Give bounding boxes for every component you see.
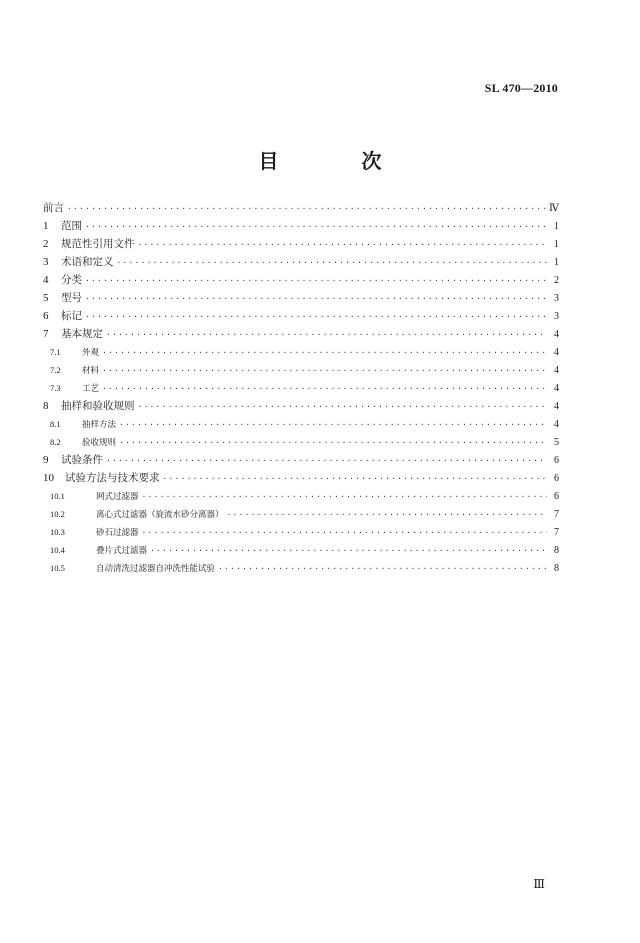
toc-entry-page: 6 <box>554 473 559 484</box>
dot-leader <box>119 434 547 452</box>
toc-entry-number: 10.2 <box>50 509 65 519</box>
toc-entry-label: 叠片式过滤器 <box>96 546 148 556</box>
dot-leader <box>85 218 547 236</box>
toc-subentry[interactable] <box>43 559 559 577</box>
toc-entry-label: 材料 <box>82 366 100 376</box>
toc-entry-number: 5 <box>43 292 49 304</box>
toc-entry-label: 抽样和验收规则 <box>61 400 135 412</box>
toc-subentry[interactable] <box>43 343 559 361</box>
dot-leader <box>85 308 547 326</box>
toc-entry-label: 试验方法与技术要求 <box>65 472 160 484</box>
toc-entry-label: 离心式过滤器（旋流水砂分离器） <box>96 510 224 520</box>
toc-entry-page: 4 <box>554 419 559 430</box>
toc-subentry[interactable] <box>43 415 559 433</box>
dot-leader <box>119 416 547 434</box>
table-of-contents <box>43 199 559 577</box>
dot-leader <box>138 398 548 416</box>
toc-entry-page: 5 <box>554 437 559 448</box>
toc-subentry[interactable] <box>43 541 559 559</box>
toc-entry-label: 工艺 <box>82 384 100 394</box>
toc-entry[interactable] <box>43 397 559 415</box>
toc-entry[interactable] <box>43 325 559 343</box>
toc-entry-number: 4 <box>43 274 49 286</box>
toc-entry-number: 10.4 <box>50 545 65 555</box>
toc-entry-number: 7.2 <box>50 365 61 375</box>
toc-entry[interactable] <box>43 253 559 271</box>
toc-entry-label: 自动清洗过滤器自冲洗性能试验 <box>96 564 216 574</box>
toc-entry-page: 6 <box>554 455 559 466</box>
toc-entry[interactable] <box>43 217 559 235</box>
toc-entry-page: 1 <box>554 257 559 268</box>
toc-entry-number: 3 <box>43 256 49 268</box>
dot-leader <box>85 290 547 308</box>
toc-entry-label: 规范性引用文件 <box>61 238 135 250</box>
dot-leader <box>106 326 547 344</box>
dot-leader <box>218 560 547 578</box>
toc-entry-label: 范围 <box>61 220 82 232</box>
toc-entry-number: 6 <box>43 310 49 322</box>
toc-subentry[interactable] <box>43 505 559 523</box>
toc-entry[interactable] <box>43 271 559 289</box>
dot-leader <box>102 380 547 398</box>
toc-entry-number: 8.2 <box>50 437 61 447</box>
dot-leader <box>117 254 548 272</box>
toc-entry-label: 试验条件 <box>61 454 103 466</box>
toc-entry-page: 4 <box>554 329 559 340</box>
toc-entry-number: 10.3 <box>50 527 65 537</box>
toc-entry-number: 10 <box>43 472 54 484</box>
document-code: SL 470—2010 <box>484 81 558 95</box>
toc-entry-number: 8.1 <box>50 419 61 429</box>
toc-entry-page: 4 <box>554 383 559 394</box>
toc-entry-label: 基本规定 <box>61 328 103 340</box>
toc-entry[interactable] <box>43 199 559 217</box>
toc-entry-number: 8 <box>43 400 49 412</box>
dot-leader <box>138 236 548 254</box>
toc-entry-page: 4 <box>554 401 559 412</box>
dot-leader <box>163 470 548 488</box>
toc-entry-label: 分类 <box>61 274 82 286</box>
toc-entry-page: 4 <box>554 347 559 358</box>
toc-entry-label: 网式过滤器 <box>96 492 139 502</box>
toc-entry-page: 3 <box>554 311 559 322</box>
toc-entry-number: 2 <box>43 238 49 250</box>
toc-entry-page: 7 <box>554 527 559 538</box>
toc-entry-page: 7 <box>554 509 559 520</box>
toc-entry-number: 7 <box>43 328 49 340</box>
toc-entry[interactable] <box>43 289 559 307</box>
page-title: 目 次 <box>258 149 420 173</box>
dot-leader <box>142 488 547 506</box>
toc-entry-number: 10.1 <box>50 491 65 501</box>
toc-entry-page: Ⅳ <box>549 203 559 214</box>
toc-entry-page: 1 <box>554 221 559 232</box>
toc-entry[interactable] <box>43 307 559 325</box>
toc-subentry[interactable] <box>43 361 559 379</box>
toc-entry-label: 外观 <box>82 348 100 358</box>
toc-entry-label: 标记 <box>61 310 82 322</box>
page-number: Ⅲ <box>533 877 545 891</box>
toc-entry-page: 4 <box>554 365 559 376</box>
toc-entry-number: 1 <box>43 220 49 232</box>
toc-subentry[interactable] <box>43 379 559 397</box>
toc-entry-label: 术语和定义 <box>61 256 114 268</box>
toc-entry-page: 3 <box>554 293 559 304</box>
toc-entry[interactable] <box>43 451 559 469</box>
toc-entry-page: 2 <box>554 275 559 286</box>
dot-leader <box>150 542 547 560</box>
dot-leader <box>142 524 547 542</box>
toc-subentry[interactable] <box>43 433 559 451</box>
toc-entry-page: 8 <box>554 545 559 556</box>
dot-leader <box>85 272 547 290</box>
dot-leader <box>67 200 545 218</box>
toc-entry-number: 7.3 <box>50 383 61 393</box>
toc-entry-label: 验收规则 <box>82 438 117 448</box>
toc-subentry[interactable] <box>43 523 559 541</box>
toc-entry-number: 9 <box>43 454 49 466</box>
toc-entry-label: 抽样方法 <box>82 420 117 430</box>
dot-leader <box>102 344 547 362</box>
dot-leader <box>102 362 547 380</box>
toc-entry-page: 6 <box>554 491 559 502</box>
toc-entry[interactable] <box>43 235 559 253</box>
dot-leader <box>227 506 547 524</box>
toc-entry-number: 10.5 <box>50 563 65 573</box>
toc-entry-label: 前言 <box>43 202 64 214</box>
toc-entry-number: 7.1 <box>50 347 61 357</box>
toc-entry[interactable] <box>43 469 559 487</box>
toc-entry-label: 砂石过滤器 <box>96 528 139 538</box>
toc-entry-label: 型号 <box>61 292 82 304</box>
toc-entry-page: 1 <box>554 239 559 250</box>
toc-subentry[interactable] <box>43 487 559 505</box>
toc-entry-page: 8 <box>554 563 559 574</box>
dot-leader <box>106 452 547 470</box>
